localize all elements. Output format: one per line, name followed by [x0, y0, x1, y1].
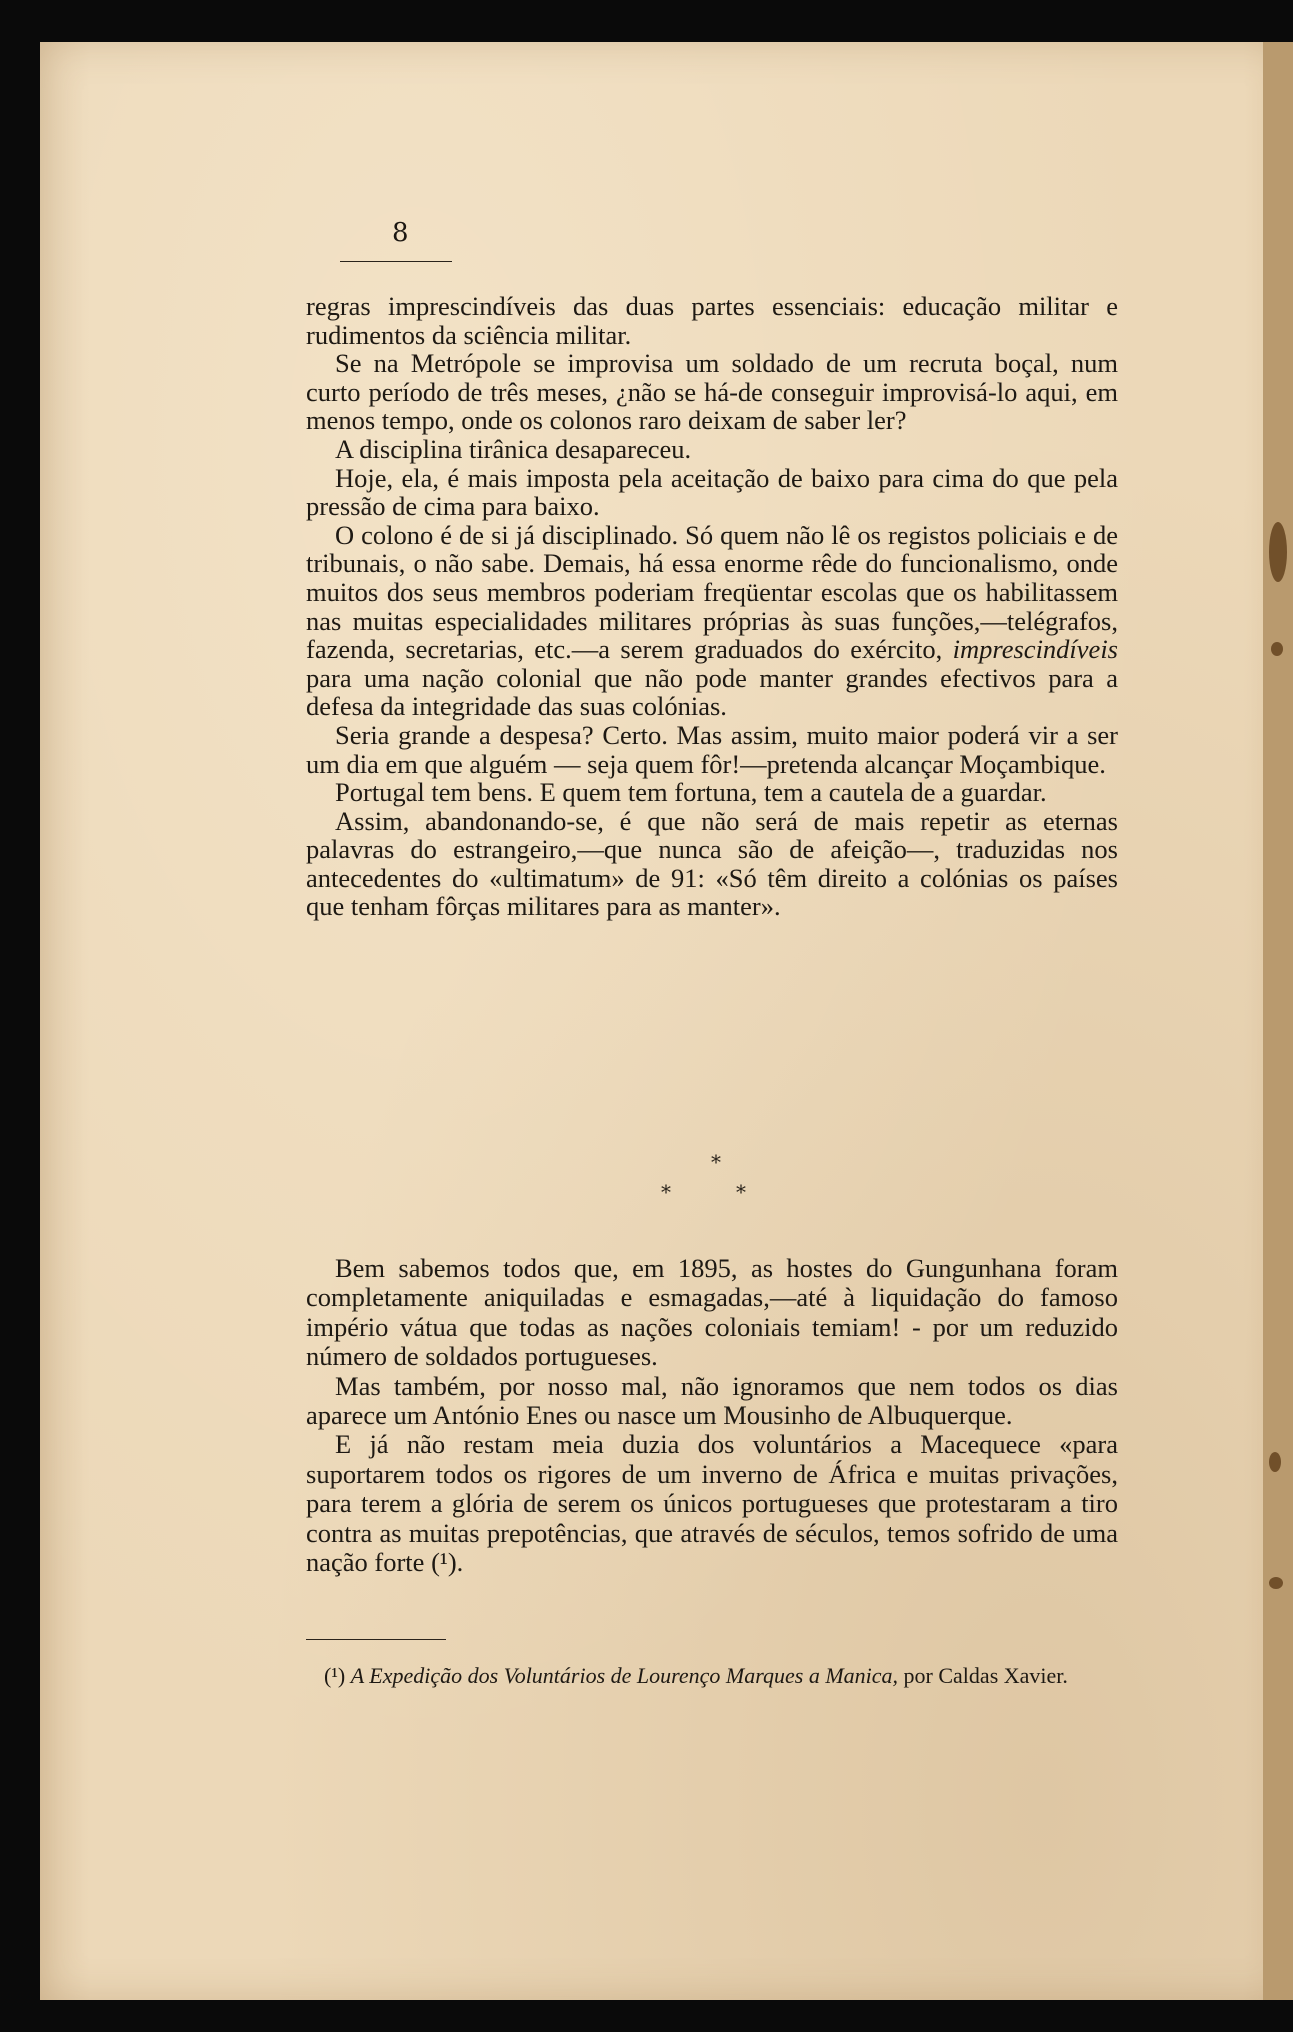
paragraph	[306, 521, 1118, 721]
page-number-rule	[340, 261, 452, 262]
footnote	[302, 1663, 1114, 1688]
document-page	[40, 42, 1293, 2000]
asterisk: *	[736, 1180, 746, 1204]
asterisk: *	[711, 1150, 721, 1174]
paragraph: A disciplina tirânica desapareceu.	[335, 433, 692, 464]
body-text-section-2	[306, 1254, 1118, 1577]
next-page-edge	[1263, 42, 1293, 2000]
ink-stain	[1271, 642, 1283, 656]
paragraph: Se na Metrópole se improvisa um soldado de um recruta boçal, num curto período de três meses, ¿não se há-de conseguir improvisá-lo aqui, em menos tempo, onde os colonos raro deixam de saber ler?	[306, 348, 1118, 436]
paragraph-text: para uma nação colonial que não pode manter grandes efectivos para a defesa da integridade das suas colónias.	[306, 662, 1118, 722]
paragraph: Bem sabemos todos que, em 1895, as hostes do Gungunhana foram completamente aniquiladas e esmagadas,—até à liquidação do famoso império vátua que todas as nações coloniais temiam! - por um reduzido número de soldados portugueses.	[306, 1253, 1118, 1372]
page-number: 8	[392, 218, 409, 248]
footnote-reference: (¹).	[431, 1547, 464, 1578]
paragraph-text: E já não restam meia duzia dos voluntários a Macequece «para suportarem todos os rigores de um inverno de África e muitas privações, para terem a glória de serem os únicos portugueses que protestaram a tiro contra as muitas prepotências, que através de séculos, temos sofrido de uma nação forte	[306, 1429, 1118, 1578]
ink-stain	[1269, 1577, 1283, 1589]
footnote-marker: (¹)	[324, 1663, 346, 1688]
footnote-rule	[306, 1639, 446, 1640]
footnote-text: por Caldas Xavier.	[903, 1663, 1068, 1688]
paragraph: Mas também, por nosso mal, não ignoramos que nem todos os dias aparece um António Enes ou nasce um Mousinho de Albuquerque.	[306, 1370, 1118, 1431]
italic-word: imprescindíveis	[952, 634, 1118, 665]
asterisk: *	[661, 1180, 671, 1204]
ink-stain	[1269, 1452, 1281, 1472]
paragraph: Assim, abandonando-se, é que não será de mais repetir as eternas palavras do estrangeiro,—que nunca são de afeição—, traduzidas nos antecedentes do «ultimatum» de 91: «Só têm direito a colónias os países que tenham fôrças militares para as manter».	[306, 805, 1118, 922]
ink-stain	[1269, 522, 1287, 582]
asterism-separator	[640, 1150, 760, 1210]
paragraph: Seria grande a despesa? Certo. Mas assim, muito maior poderá vir a ser um dia em que alguém — seja quem fôr!—pretenda alcançar Moçambique.	[306, 719, 1118, 779]
paragraph	[306, 1430, 1118, 1577]
footnote-title: A Expedição dos Voluntários de Lourenço Marques a Manica,	[350, 1663, 899, 1688]
body-text	[306, 292, 1118, 921]
paragraph: regras imprescindíveis das duas partes essenciais: educação militar e rudimentos da sciência militar.	[306, 291, 1118, 350]
paragraph: Hoje, ela, é mais imposta pela aceitação de baixo para cima do que pela pressão de cima para baixo.	[306, 462, 1118, 522]
paragraph-text: O colono é de si já disciplinado. Só quem não lê os registos policiais e de tribunais, o não sabe. Demais, há essa enorme rêde do funcionalismo, onde muitos dos seus membros poderiam freqüentar escolas que os habilitassem nas muitas especialidades militares próprias às suas funções,—telégrafos, fazenda, secretarias, etc.—a serem graduados do exército,	[306, 519, 1118, 665]
paragraph: Portugal tem bens. E quem tem fortuna, tem a cautela de a guardar.	[335, 777, 1047, 808]
